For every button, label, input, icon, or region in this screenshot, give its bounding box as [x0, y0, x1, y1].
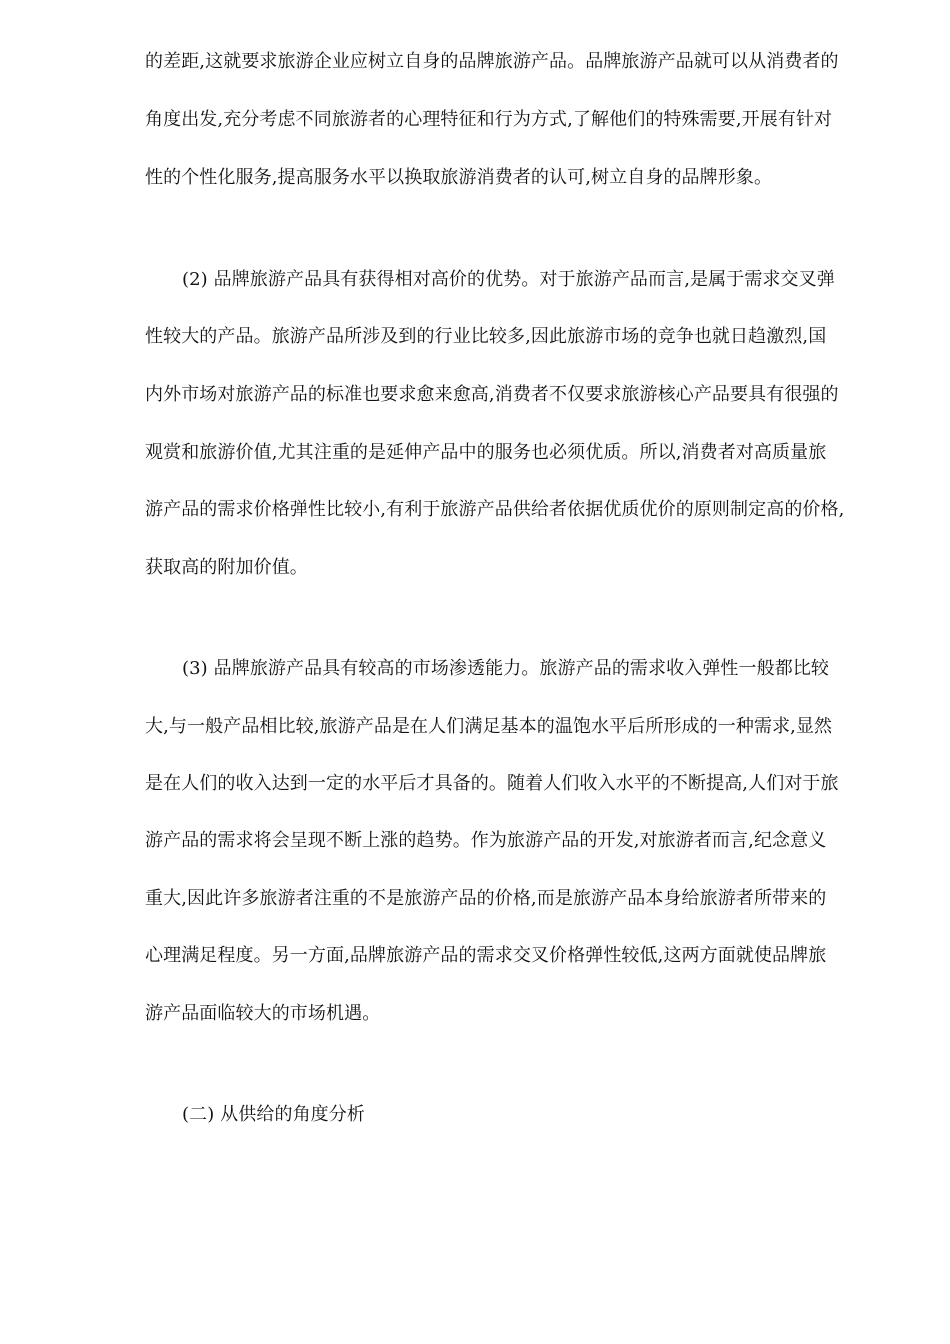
paragraph-line: 游产品的需求将会呈现不断上涨的趋势。作为旅游产品的开发,对旅游者而言,纪念意义 [145, 830, 827, 851]
paragraph-line: (3) 品牌旅游产品具有较高的市场渗透能力。旅游产品的需求收入弹性一般都比较 [182, 658, 830, 679]
paragraph-line: 的差距,这就要求旅游企业应树立自身的品牌旅游产品。品牌旅游产品就可以从消费者的 [145, 51, 839, 72]
paragraph-line: 游产品的需求价格弹性比较小,有利于旅游产品供给者依据优质优价的原则制定高的价格, [145, 499, 845, 520]
paragraph-line: 性较大的产品。旅游产品所涉及到的行业比较多,因此旅游市场的竞争也就日趋激烈,国 [145, 326, 827, 347]
paragraph-line: 重大,因此许多旅游者注重的不是旅游产品的价格,而是旅游产品本身给旅游者所带来的 [145, 888, 827, 909]
paragraph-line: 大,与一般产品相比较,旅游产品是在人们满足基本的温饱水平后所形成的一种需求,显然 [145, 716, 833, 737]
paragraph-line: 心理满足程度。另一方面,品牌旅游产品的需求交叉价格弹性较低,这两方面就使品牌旅 [145, 945, 827, 966]
paragraph-line: (2) 品牌旅游产品具有获得相对高价的优势。对于旅游产品而言,是属于需求交叉弹 [182, 269, 835, 290]
paragraph-line: 游产品面临较大的市场机遇。 [145, 1003, 381, 1024]
paragraph-line: 性的个性化服务,提高服务水平以换取旅游消费者的认可,树立自身的品牌形象。 [145, 167, 773, 188]
paragraph-line: 角度出发,充分考虑不同旅游者的心理特征和行为方式,了解他们的特殊需要,开展有针对 [145, 109, 833, 130]
paragraph-line: 获取高的附加价值。 [145, 557, 308, 578]
paragraph-line: 是在人们的收入达到一定的水平后才具备的。随着人们收入水平的不断提高,人们对于旅 [145, 773, 839, 794]
section-heading: (二) 从供给的角度分析 [182, 1104, 365, 1125]
paragraph-line: 观赏和旅游价值,尤其注重的是延伸产品中的服务也必须优质。所以,消费者对高质量旅 [145, 442, 827, 463]
paragraph-line: 内外市场对旅游产品的标准也要求愈来愈高,消费者不仅要求旅游核心产品要具有很强的 [145, 384, 839, 405]
